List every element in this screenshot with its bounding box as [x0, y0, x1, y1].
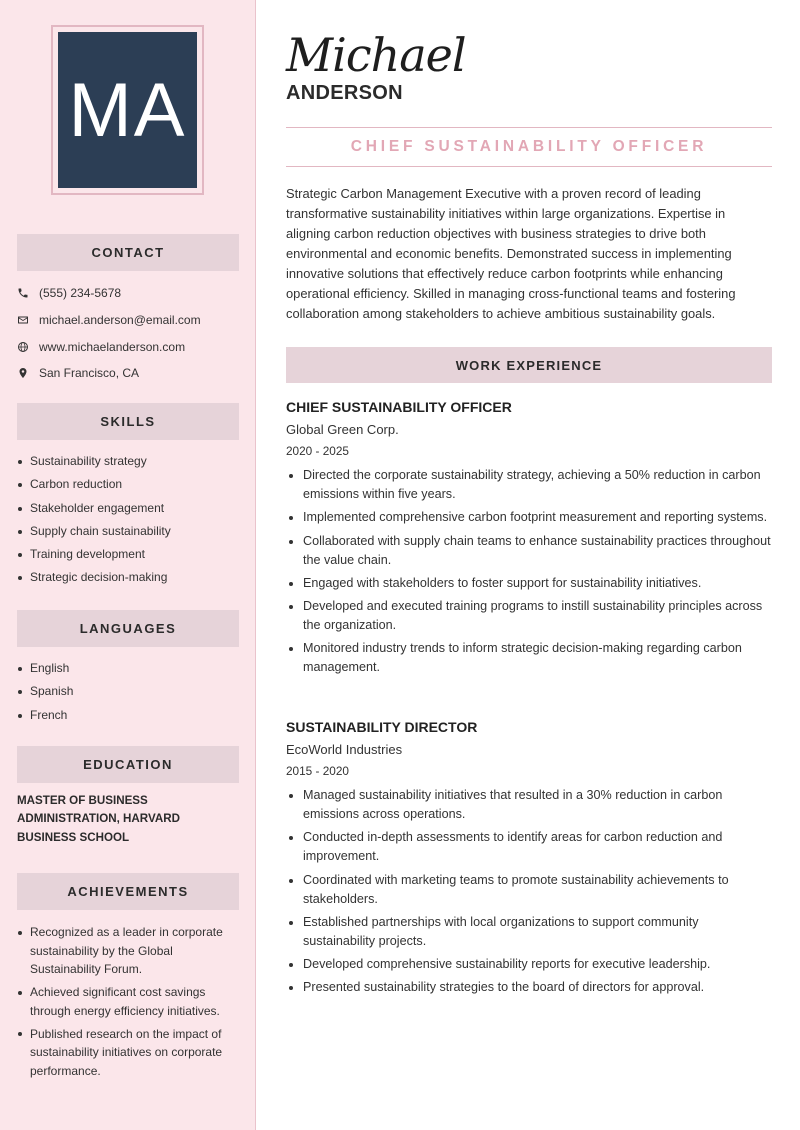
list-item: Implemented comprehensive carbon footprint measurement and reporting systems.: [286, 508, 772, 527]
contact-item-phone: [17, 280, 247, 307]
job-dates: 2015 - 2020: [286, 764, 349, 778]
skills-heading: SKILLS: [17, 403, 239, 440]
job-role: SUSTAINABILITY DIRECTOR: [286, 719, 478, 735]
contact-item-website[interactable]: [17, 333, 247, 360]
list-item: Coordinated with marketing teams to promote sustainability achievements to stakeholders.: [286, 871, 772, 909]
title-divider-top: [286, 127, 772, 128]
list-item: Developed and executed training programs to instill sustainability principles across the organization.: [286, 597, 772, 635]
job-role: CHIEF SUSTAINABILITY OFFICER: [286, 399, 512, 415]
languages-list: [17, 657, 242, 727]
monogram-frame: [51, 25, 204, 195]
list-item: French: [17, 704, 242, 727]
contact-item-location: [17, 360, 247, 387]
page-title: CHIEF SUSTAINABILITY OFFICER: [350, 138, 708, 155]
summary-text: Strategic Carbon Management Executive with a proven record of leading transformative sustainability initiatives within large organizations. Expertise in aligning carbon reduction objectives with business strategies to drive both environmental and economic benefits. Demonstrated success in implementing innovative solutions that effectively reduce carbon footprints while enhancing operational efficiency. Skilled in managing cross-functional teams and fostering collaboration among stakeholders to achieve ambitious sustainability goals.: [286, 186, 736, 321]
monogram: MA: [58, 32, 197, 188]
list-item: Engaged with stakeholders to foster support for sustainability initiatives.: [286, 574, 772, 593]
contact-list: [17, 280, 247, 387]
contact-email-text[interactable]: michael.anderson@email.com: [39, 313, 201, 328]
last-name: ANDERSON: [286, 82, 403, 104]
email-icon: [17, 314, 39, 326]
job-entry: [286, 395, 772, 682]
list-item: Spanish: [17, 680, 242, 703]
list-item: Strategic decision-making: [17, 566, 242, 589]
list-item: Carbon reduction: [17, 473, 242, 496]
list-item: Developed comprehensive sustainability reports for executive leadership.: [286, 955, 772, 974]
work-experience-heading: WORK EXPERIENCE: [286, 347, 772, 383]
globe-icon: [17, 341, 39, 353]
list-item: Training development: [17, 543, 242, 566]
sidebar: [0, 0, 256, 1130]
contact-item-email[interactable]: [17, 307, 247, 334]
list-item: Conducted in-depth assessments to identify areas for carbon reduction and improvement.: [286, 828, 772, 866]
list-item: English: [17, 657, 242, 680]
achievements-list: [17, 923, 242, 1085]
list-item: Recognized as a leader in corporate sustainability by the Global Sustainability Forum.: [17, 923, 242, 979]
location-pin-icon: [17, 367, 39, 379]
first-name: Michael: [286, 28, 466, 82]
contact-location-text: San Francisco, CA: [39, 366, 140, 381]
contact-heading: CONTACT: [17, 234, 239, 271]
job-dates: 2020 - 2025: [286, 444, 349, 458]
list-item: Collaborated with supply chain teams to enhance sustainability practices throughout the value chain.: [286, 532, 772, 570]
education-degree: MASTER OF BUSINESS ADMINISTRATION, HARVARD BUSINESS SCHOOL: [17, 794, 180, 844]
list-item: Supply chain sustainability: [17, 520, 242, 543]
job-duties: [286, 786, 772, 997]
job-company: Global Green Corp.: [286, 422, 399, 437]
list-item: Monitored industry trends to inform strategic decision-making regarding carbon management.: [286, 639, 772, 677]
list-item: Published research on the impact of sustainability initiatives on corporate performance.: [17, 1025, 242, 1081]
list-item: Stakeholder engagement: [17, 497, 242, 520]
phone-icon: [17, 287, 39, 299]
list-item: Presented sustainability strategies to the board of directors for approval.: [286, 978, 772, 997]
list-item: Managed sustainability initiatives that resulted in a 30% reduction in carbon emissions across operations.: [286, 786, 772, 824]
job-company: EcoWorld Industries: [286, 742, 403, 757]
list-item: Sustainability strategy: [17, 450, 242, 473]
contact-website-text[interactable]: www.michaelanderson.com: [39, 339, 186, 354]
title-divider-bottom: [286, 166, 772, 167]
list-item: Directed the corporate sustainability strategy, achieving a 50% reduction in carbon emissions within five years.: [286, 466, 772, 504]
achievements-heading: ACHIEVEMENTS: [17, 873, 239, 910]
list-item: Established partnerships with local organizations to support community sustainability projects.: [286, 913, 772, 951]
languages-heading: LANGUAGES: [17, 610, 239, 647]
education-heading: EDUCATION: [17, 746, 239, 783]
list-item: Achieved significant cost savings through energy efficiency initiatives.: [17, 983, 242, 1020]
contact-phone-text: (555) 234-5678: [39, 286, 122, 301]
skills-list: [17, 450, 242, 590]
job-entry: [286, 715, 772, 1002]
job-duties: [286, 466, 772, 677]
